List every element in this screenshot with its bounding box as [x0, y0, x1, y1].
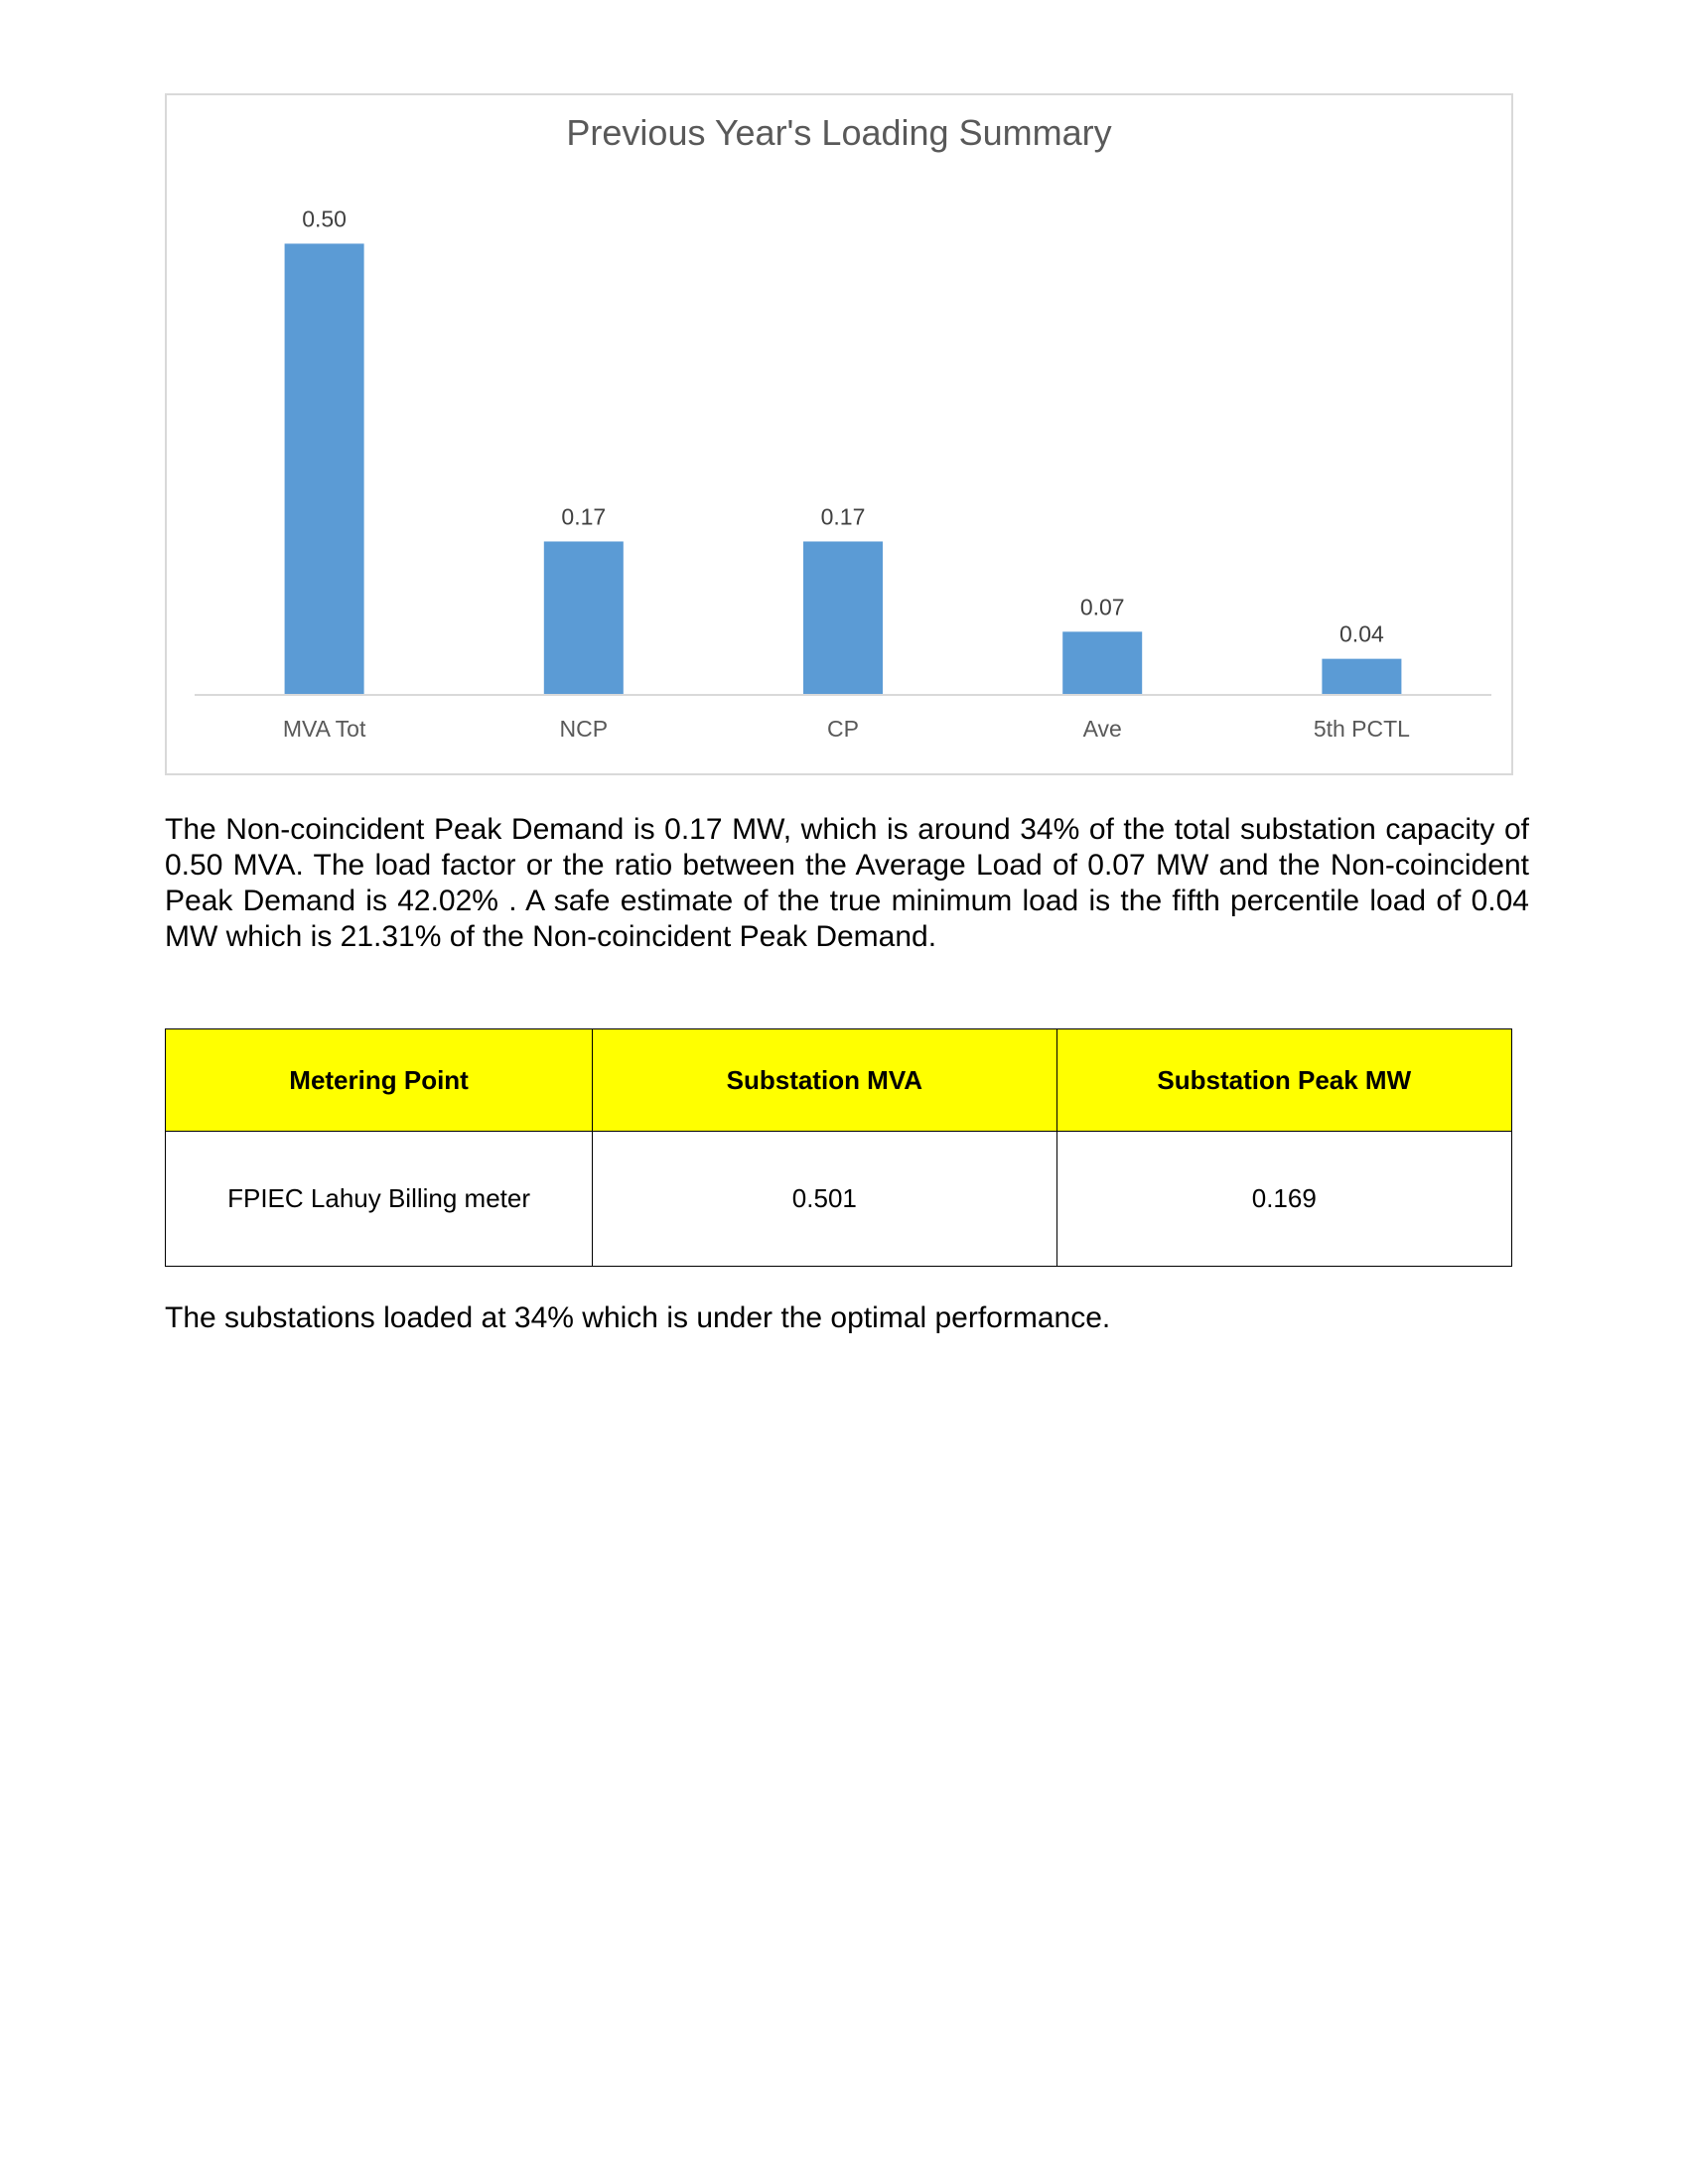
x-tick-label: MVA Tot [282, 716, 366, 742]
cell-metering-point: FPIEC Lahuy Billing meter [166, 1132, 593, 1267]
data-label: 0.50 [302, 205, 347, 232]
data-label: 0.17 [561, 503, 607, 530]
bar-ave [1062, 631, 1142, 695]
bar-chart [167, 95, 1511, 773]
bars-group [285, 205, 1402, 695]
header-substation-peak-mw: Substation Peak MW [1056, 1029, 1511, 1132]
bar-ncp [544, 541, 624, 695]
chart-title: Previous Year's Loading Summary [566, 112, 1112, 153]
header-substation-mva: Substation MVA [593, 1029, 1056, 1132]
table-header-row [166, 1029, 1512, 1132]
data-label: 0.04 [1339, 620, 1384, 647]
bar-mva-tot [285, 243, 364, 695]
conclusion-paragraph: The substations loaded at 34% which is under the optimal performance. [165, 1301, 1111, 1334]
metering-table [165, 1028, 1512, 1267]
summary-paragraph: The Non-coincident Peak Demand is 0.17 MW, which is around 34% of the total substation capacity of 0.50 MVA. The load factor or the ratio between the Average Load of 0.07 MW and the Non-coincident Peak Demand is 42.02% . A safe estimate of the true minimum load is the fifth percentile load of 0.04 MW which is 21.31% of the Non-coincident Peak Demand. [165, 813, 1529, 953]
bar-5th-pctl [1322, 659, 1401, 695]
cell-substation-peak-mw: 0.169 [1056, 1132, 1511, 1267]
header-metering-point: Metering Point [166, 1029, 593, 1132]
data-label: 0.07 [1079, 594, 1125, 620]
x-tick-label: 5th PCTL [1313, 716, 1410, 742]
bar-cp [803, 541, 883, 695]
data-label: 0.17 [820, 503, 866, 530]
chart-container [165, 93, 1513, 775]
table-row [166, 1132, 1512, 1267]
x-tick-label: NCP [559, 716, 609, 742]
x-tick-label: Ave [1082, 716, 1122, 742]
x-tick-label: CP [827, 716, 859, 742]
x-tick-labels [283, 716, 1410, 742]
cell-substation-mva: 0.501 [593, 1132, 1056, 1267]
